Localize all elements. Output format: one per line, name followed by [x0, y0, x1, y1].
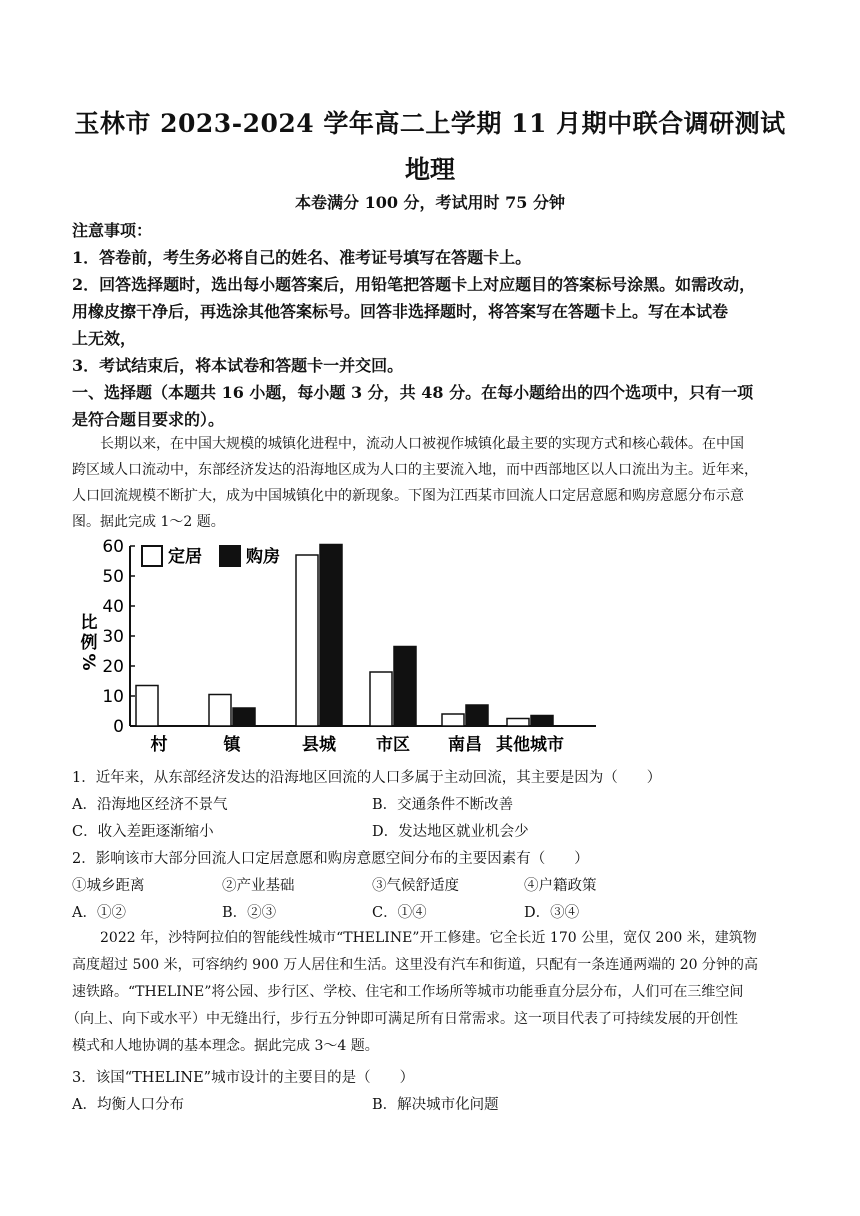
bar-购房 — [466, 705, 488, 726]
notice-line: 2．回答选择题时，选出每小题答案后，用铅笔把答题卡上对应题目的答案标号涂黑。如需改动， — [72, 275, 756, 294]
y-tick-label: 30 — [102, 627, 124, 647]
legend-swatch — [220, 546, 240, 566]
passage-line: 长期以来，在中国大规模的城镇化进程中，流动人口被视作城镇化最主要的实现方式和核心载体。在中国 — [100, 436, 744, 452]
passage-line: 速铁路。“THELINE”将公园、步行区、学校、住宅和工作场所等城市功能垂直分层分布，人们可在三维空间 — [72, 984, 744, 1000]
question-1-option-d: D．发达地区就业机会少 — [372, 824, 529, 840]
question-2-factor: ①城乡距离 — [72, 878, 145, 894]
x-tick-label: 南昌 — [448, 735, 482, 755]
question-1-option-b: B．交通条件不断改善 — [372, 797, 514, 813]
question-2-option-d: D．③④ — [524, 905, 580, 921]
passage-line: 2022 年，沙特阿拉伯的智能线性城市“THELINE”开工修建。它全长近 170 公里，宽仅 200 米，建筑物 — [100, 930, 757, 946]
x-tick-label: 村 — [150, 735, 168, 755]
bar-定居 — [507, 719, 529, 727]
legend-swatch — [142, 546, 162, 566]
question-3-option-b: B．解决城市化问题 — [372, 1097, 499, 1113]
bar-购房 — [233, 708, 255, 726]
notice-line: 3．考试结束后，将本试卷和答题卡一并交回。 — [72, 356, 404, 375]
bar-定居 — [442, 714, 464, 726]
passage-line: （向上、向下或水平）中无缝出行，步行五分钟即可满足所有日常需求。这一项目代表了可持续发展的开创性 — [66, 1011, 738, 1027]
notice-line: 1．答卷前，考生务必将自己的姓名、准考证号填写在答题卡上。 — [72, 248, 532, 267]
passage-line: 高度超过 500 米，可容纳约 900 万人居住和生活。这里没有汽车和街道，只配有一条连通两端的 20 分钟的高 — [72, 957, 758, 973]
y-tick-label: 10 — [102, 687, 124, 707]
notice-line: 用橡皮擦干净后，再选涂其他答案标号。回答非选择题时，将答案写在答题卡上。写在本试卷 — [72, 302, 729, 321]
question-2-factor: ③气候舒适度 — [372, 878, 459, 894]
exam-title: 玉林市 2023-2024 学年高二上学期 11 月期中联合调研测试 — [74, 109, 786, 138]
x-tick-label: 市区 — [376, 735, 410, 755]
question-3-option-a: A．均衡人口分布 — [72, 1097, 184, 1113]
y-tick-label: 60 — [102, 537, 124, 557]
y-tick-label: 40 — [102, 597, 124, 617]
bar-购房 — [394, 647, 416, 727]
section-heading: 一、选择题（本题共 16 小题，每小题 3 分，共 48 分。在每小题给出的四个选项中，只有一项 — [72, 383, 754, 402]
y-tick-label: 50 — [102, 567, 124, 587]
question-2-option-b: B．②③ — [222, 905, 277, 921]
question-1-option-a: A．沿海地区经济不景气 — [72, 797, 228, 813]
y-axis-label: % — [78, 653, 98, 671]
passage-line: 模式和人地协调的基本理念。据此完成 3～4 题。 — [72, 1038, 379, 1054]
bar-定居 — [296, 555, 318, 726]
question-3-stem: 3．该国“THELINE”城市设计的主要目的是（ ） — [72, 1070, 415, 1086]
subject-title: 地理 — [404, 155, 455, 184]
x-tick-label: 镇 — [223, 735, 241, 755]
bar-购房 — [531, 716, 553, 727]
bar-定居 — [370, 672, 392, 726]
y-tick-label: 0 — [113, 717, 124, 737]
bar-chart — [72, 530, 612, 760]
x-tick-label: 其他城市 — [496, 735, 564, 755]
x-tick-label: 县城 — [302, 735, 336, 755]
passage-line: 跨区域人口流动中，东部经济发达的沿海地区成为人口的主要流入地，而中西部地区以人口流出为主。近年来， — [72, 462, 758, 478]
question-2-factor: ②产业基础 — [222, 878, 295, 894]
question-1-option-c: C．收入差距逐渐缩小 — [72, 824, 214, 840]
legend-label: 购房 — [246, 547, 280, 567]
question-2-option-c: C．①④ — [372, 905, 427, 921]
section-heading: 是符合题目要求的）。 — [72, 410, 225, 429]
score-line: 本卷满分 100 分，考试用时 75 分钟 — [295, 193, 565, 212]
legend-label: 定居 — [168, 547, 202, 567]
passage-line: 人口回流规模不断扩大，成为中国城镇化中的新现象。下图为江西某市回流人口定居意愿和购房意愿分布示意 — [72, 488, 744, 504]
bar-定居 — [136, 686, 158, 727]
y-tick-label: 20 — [102, 657, 124, 677]
bar-购房 — [320, 545, 342, 727]
bar-定居 — [209, 695, 231, 727]
question-2-option-a: A．①② — [72, 905, 126, 921]
notice-heading: 注意事项： — [72, 221, 153, 240]
passage-line: 图。据此完成 1～2 题。 — [72, 514, 225, 530]
question-1-stem: 1．近年来，从东部经济发达的沿海地区回流的人口多属于主动回流，其主要是因为（ ） — [72, 770, 662, 786]
question-2-stem: 2．影响该市大部分回流人口定居意愿和购房意愿空间分布的主要因素有（ ） — [72, 851, 589, 867]
y-axis-label: 例 — [80, 633, 98, 653]
question-2-factor: ④户籍政策 — [524, 878, 597, 894]
y-axis-label: 比 — [80, 613, 98, 633]
notice-line: 上无效， — [72, 329, 137, 348]
